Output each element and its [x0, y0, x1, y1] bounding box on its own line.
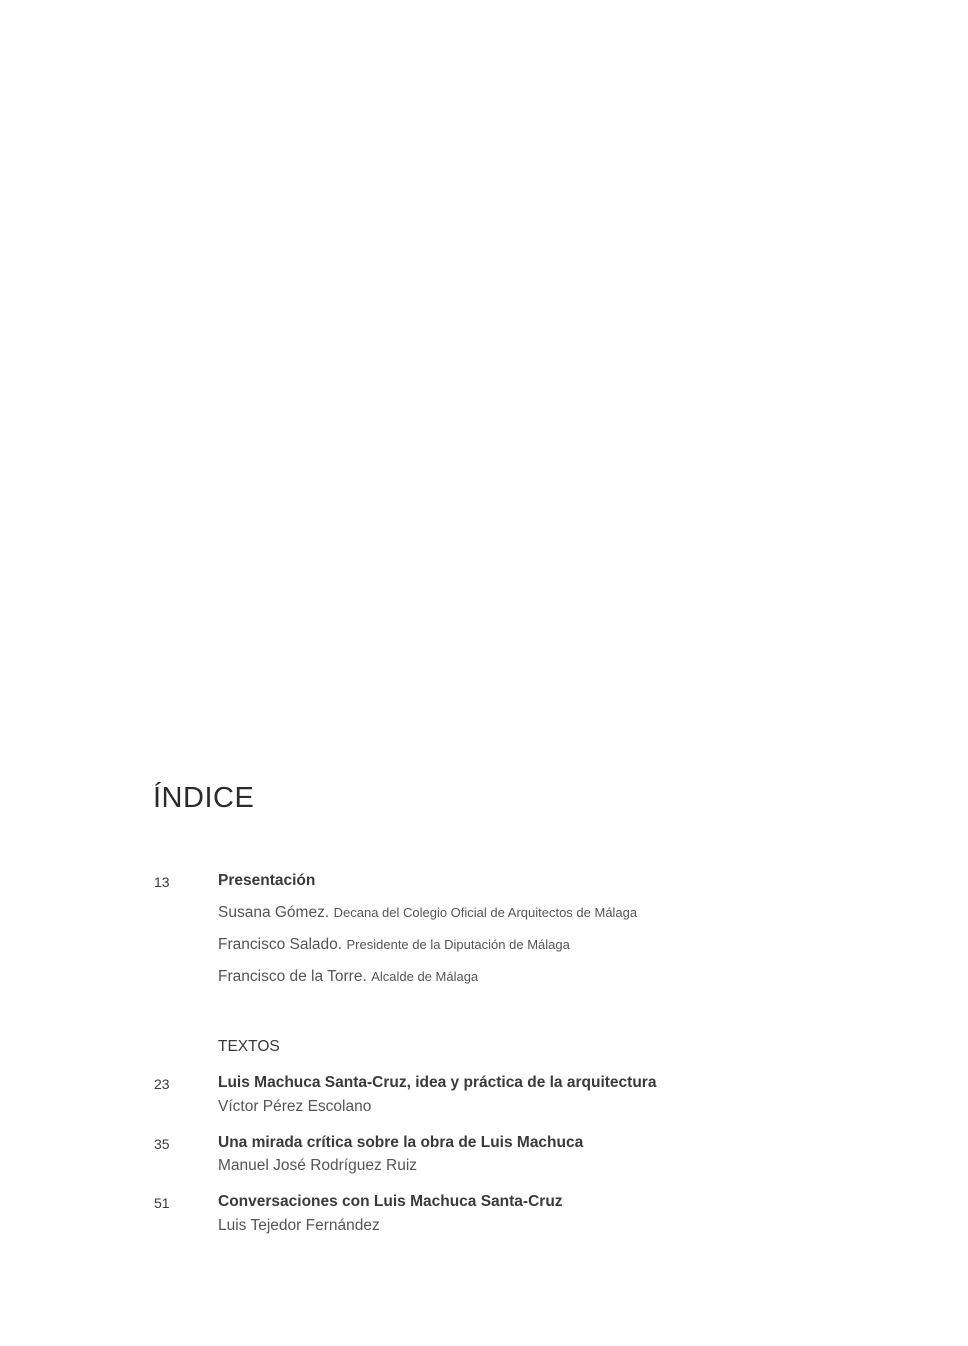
- contributor-role: Decana del Colegio Oficial de Arquitectos de Málaga: [333, 905, 638, 920]
- entry-page-number: 51: [154, 1195, 170, 1211]
- section-label-textos: TEXTOS: [218, 1038, 280, 1055]
- contributor-name: Francisco de la Torre.: [218, 968, 367, 985]
- page-title: ÍNDICE: [153, 782, 255, 814]
- presentation-heading[interactable]: Presentación: [218, 872, 316, 889]
- entry-author: Manuel José Rodríguez Ruiz: [218, 1157, 418, 1174]
- contributor-name: Francisco Salado.: [218, 936, 343, 953]
- contributor-role: Alcalde de Málaga: [371, 969, 479, 984]
- presentation-page-number: 13: [154, 874, 170, 890]
- entry-page-number: 35: [154, 1136, 170, 1152]
- entry-title[interactable]: Conversaciones con Luis Machuca Santa-Cruz: [218, 1193, 563, 1210]
- contributor-name: Susana Gómez.: [218, 904, 330, 921]
- entry-title[interactable]: Luis Machuca Santa-Cruz, idea y práctica de la arquitectura: [218, 1074, 657, 1091]
- entry-title[interactable]: Una mirada crítica sobre la obra de Luis Machuca: [218, 1134, 584, 1151]
- entry-author: Luis Tejedor Fernández: [218, 1217, 380, 1234]
- entry-page-number: 23: [154, 1076, 170, 1092]
- contributor-line: [218, 935, 570, 955]
- entry-author: Víctor Pérez Escolano: [218, 1098, 372, 1115]
- contributor-line: [218, 903, 637, 923]
- contributor-line: [218, 967, 478, 987]
- contributor-role: Presidente de la Diputación de Málaga: [346, 937, 570, 952]
